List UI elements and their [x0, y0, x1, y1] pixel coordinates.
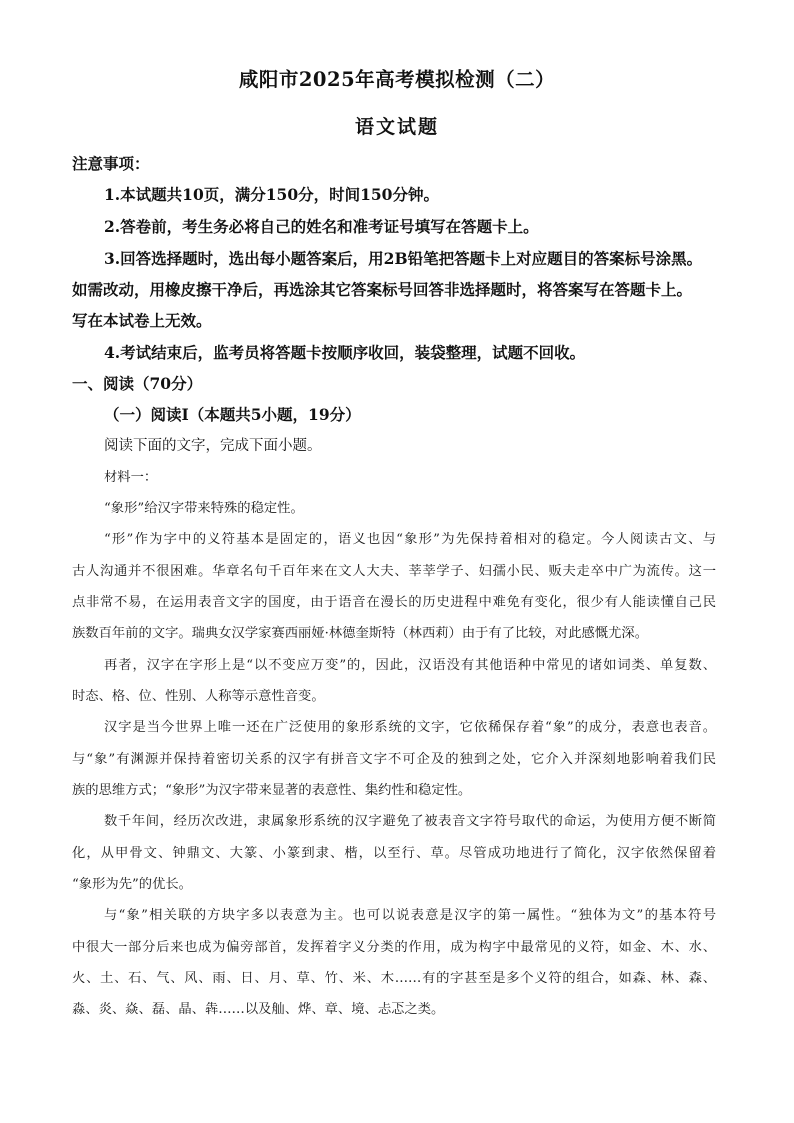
notice-heading: 注意事项：: [72, 154, 150, 173]
notice-item-3-line-2: 如需改动，用橡皮擦干净后，再选涂其它答案标号回答非选择题时，将答案写在答题卡上。: [72, 280, 693, 299]
notice-item-4: 4.考试结束后，监考员将答题卡按顺序收回，装袋整理，试题不回收。: [104, 343, 586, 362]
passage-line: 火、土、石、气、风、雨、日、月、草、竹、米、木……有的字甚至是多个义符的组合，如森、林、森、: [72, 971, 716, 986]
part-one-heading: 一、阅读（70分）: [72, 374, 203, 393]
passage-line: 族的思维方式；“象形”为汉字带来显著的表意性、集约性和稳定性。: [72, 783, 472, 798]
exam-subtitle: 语文试题: [354, 116, 439, 138]
passage-line: 与“象”有渊源并保持着密切关系的汉字有拼音文字不可企及的独到之处，它介入并深刻地影响着我们民: [72, 752, 716, 767]
material-label: 材料一：: [104, 470, 158, 485]
passage-line: 点非常不易，在运用表音文字的国度，由于语音在漫长的历史进程中难免有变化，很少有人能读懂自己民: [72, 595, 716, 610]
exam-title: 咸阳市2025年高考模拟检测（二）: [238, 68, 556, 91]
passage-line: “象形为先”的优长。: [72, 877, 192, 892]
reading-instruction: 阅读下面的文字，完成下面小题。: [104, 438, 322, 454]
passage-line: 再者，汉字在字形上是“以不变应万变”的，因此，汉语没有其他语种中常见的诸如词类、单复数、: [104, 658, 716, 673]
passage-line: 化，从甲骨文、钟鼎文、大篆、小篆到隶、楷，以至行、草。尽管成功地进行了简化，汉字依然保留着: [72, 846, 716, 861]
passage-line: “形”作为字中的义符基本是固定的，语义也因“象形”为先保持着相对的稳定。今人阅读古文、与: [104, 532, 716, 547]
notice-item-1: 1.本试题共10页，满分150分，时间150分钟。: [104, 185, 439, 204]
passage-line: “象形”给汉字带来特殊的稳定性。: [104, 501, 304, 516]
notice-item-3-line-3: 写在本试卷上无效。: [72, 311, 212, 330]
passage-line: 时态、格、位、性别、人称等示意性音变。: [72, 689, 325, 704]
notice-item-3-line-1: 3.回答选择题时，选出每小题答案后，用2B铅笔把答题卡上对应题目的答案标号涂黑。: [104, 249, 703, 268]
passage-line: 淼、炎、焱、磊、晶、犇……以及舢、烨、章、境、忐忑之类。: [72, 1002, 445, 1017]
passage-line: 族数百年前的文字。瑞典女汉学家赛西丽娅·林德奎斯特（林西莉）由于有了比较，对此感慨尤深。: [72, 626, 648, 641]
reading-one-heading: （一）阅读Ⅰ（本题共5小题，19分）: [104, 405, 361, 424]
notice-item-2: 2.答卷前，考生务必将自己的姓名和准考证号填写在答题卡上。: [104, 217, 539, 236]
passage-line: 数千年间，经历次改进，隶属象形系统的汉字避免了被表音文字符号取代的命运，为使用方便不断简: [104, 814, 716, 829]
passage-line: 古人沟通并不很困难。华章名句千百年来在文人大夫、莘莘学子、妇孺小民、贩夫走卒中广为流传。这一: [72, 564, 716, 579]
passage-line: 与“象”相关联的方块字多以表意为主。也可以说表意是汉字的第一属性。“独体为文”的基本符号: [104, 908, 716, 923]
passage-line: 汉字是当今世界上唯一还在广泛使用的象形系统的文字，它依稀保存着“象”的成分，表意也表音。: [104, 720, 716, 735]
passage-line: 中很大一部分后来也成为偏旁部首，发挥着字义分类的作用，成为构字中最常见的义符，如金、木、水、: [72, 940, 716, 955]
